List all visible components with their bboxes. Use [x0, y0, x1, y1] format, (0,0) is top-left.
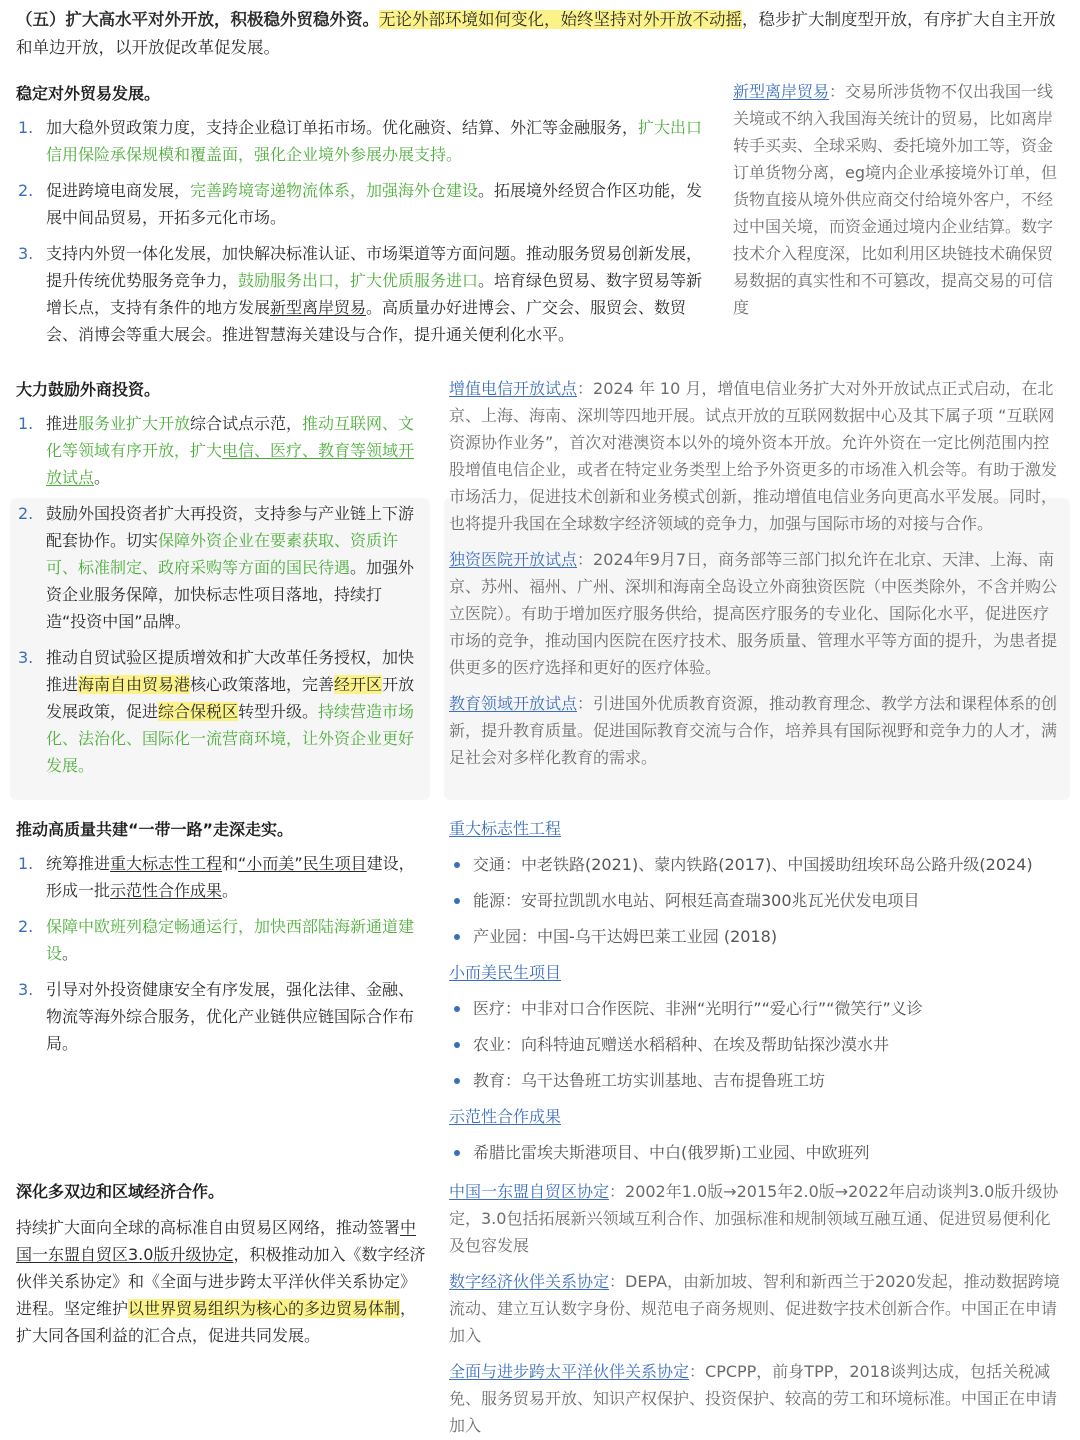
- list-foreign-trade: [16, 114, 712, 357]
- group-title-major-projects[interactable]: 重大标志性工程: [449, 819, 562, 838]
- title-rest: ，稳步扩大制度型开放，有序扩大自主开放和单边开放，以开放促改革促发展。: [16, 10, 1056, 57]
- list-item: 农业：向科特迪瓦赠送水稻稻种、在埃及帮助钻探沙漠水井: [449, 1031, 1063, 1058]
- list-item: 3. 引导对外投资健康安全有序发展，强化法律、金融、物流等海外综合服务，优化产业链供应链国际合作布局。: [18, 980, 415, 1053]
- group-list-demo-results: [449, 1139, 1063, 1166]
- note-asean-fta: 中国一东盟自贸区协定：2002年1.0版→2015年2.0版→2022年启动谈判3.0版升级协定，3.0包括拓展新兴领域互利合作、加强标准和规制领域互融互通、促进贸易便利化及包容发展: [449, 1182, 1059, 1255]
- group-title-demo-results[interactable]: 示范性合作成果: [449, 1107, 562, 1126]
- heading-foreign-trade: 稳定对外贸易发展。: [16, 84, 161, 103]
- group-list-major-projects: [449, 851, 1063, 950]
- heading-belt-road: 推动高质量共建“一带一路”走深走实。: [16, 820, 294, 839]
- belt-road-project-groups: [449, 815, 1063, 1175]
- note-link[interactable]: 新型离岸贸易: [733, 82, 830, 101]
- list-belt-road: [16, 850, 422, 1066]
- list-item: 3. 支持内外贸一体化发展，加快解决标准认证、市场渠道等方面问题。推动服务贸易创新发展，提升传统优势服务竞争力，鼓励服务出口，扩大优质服务进口。培育绿色贸易、数字贸易等新增长点，支持有条件的地方发展新型离岸贸易。高质量办好进博会、广交会、服贸会、数贸会、消博会等重大展会。推进智慧海关建设与合作，提升通关便利化水平。: [18, 244, 703, 344]
- list-item: 能源：安哥拉凯凯水电站、阿根廷高查瑞300兆瓦光伏发电项目: [449, 887, 1063, 914]
- list-foreign-investment-1: [16, 410, 422, 500]
- list-item: 1. 加大稳外贸政策力度，支持企业稳订单拓市场。优化融资、结算、外汇等金融服务，扩大出口信用保险承保规模和覆盖面，强化企业境外参展办展支持。: [18, 118, 703, 164]
- heading-foreign-investment: 大力鼓励外商投资。: [16, 380, 161, 399]
- list-foreign-investment-2: [16, 500, 422, 788]
- section-title: （五）扩大高水平对外开放，积极稳外贸稳外资。: [16, 10, 379, 29]
- paragraph-regional-cooperation: 持续扩大面向全球的高标准自由贸易区网络，推动签署中国一东盟自贸区3.0版升级协定，积极推动加入《数字经济伙伴关系协定》和《全面与进步跨太平洋伙伴关系协定》进程。坚定维护以世界贸易组织为核心的多边贸易体制，扩大同各国利益的汇合点，促进共同发展。: [16, 1218, 426, 1345]
- section-title-paragraph: [16, 6, 1068, 62]
- note-depa: 数字经济伙伴关系协定：DEPA，由新加坡、智利和新西兰于2020发起，推动数据跨境流动、建立互认数字身份、规范电子商务规则、促进数字技术创新合作。中国正在申请加入: [449, 1272, 1060, 1345]
- note-education: 教育领域开放试点：引进国外优质教育资源，推动教育理念、教学方法和课程体系的创新，提升教育质量。促进国际教育交流与合作，培养具有国际视野和竞争力的人才，满足社会对多样化教育的需求。: [449, 694, 1058, 767]
- list-item: 医疗：中非对口合作医院、非洲“光明行”“爱心行”“微笑行”义诊: [449, 995, 1063, 1022]
- list-item: 1. 推进服务业扩大开放综合试点示范，推动互联网、文化等领域有序开放，扩大电信、医疗、教育等领域开放试点。: [18, 414, 415, 487]
- highlight-text: 无论外部环境如何变化，始终坚持对外开放不动摇: [379, 10, 742, 29]
- list-item: 2. 促进跨境电商发展，完善跨境寄递物流体系，加强海外仓建设。拓展境外经贸合作区功能，发展中间品贸易，开拓多元化市场。: [18, 181, 703, 227]
- list-item: 产业园：中国-乌干达姆巴莱工业园 (2018): [449, 923, 1063, 950]
- group-title-livelihood-projects[interactable]: 小而美民生项目: [449, 963, 562, 982]
- list-item: 交通：中老铁路(2021)、蒙内铁路(2017)、中国援助纽埃环岛公路升级(2024): [449, 851, 1063, 878]
- list-item: 2. 保障中欧班列稳定畅通运行，加快西部陆海新通道建设。: [18, 917, 415, 963]
- note-telecom: 增值电信开放试点：2024 年 10 月，增值电信业务扩大对外开放试点正式启动，在北京、上海、海南、深圳等四地开展。试点开放的互联网数据中心及其下属子项 “互联网资源协作业务”，首次对港澳资本以外的境外资本开放。允许外资在一定比例范围内控股增值电信企业，或者在特定业务类型上给予外资更多的市场准入机会等。有助于激发市场活力，促进技术创新和业务模式创新，推动增值电信业务向更高水平发展。同时，也将提升我国在全球数字经济领域的竞争力，加强与国际市场的对接与合作。: [449, 379, 1058, 533]
- list-item: 1. 统筹推进重大标志性工程和“小而美”民生项目建设，形成一批示范性合作成果。: [18, 854, 415, 900]
- heading-regional-cooperation: 深化多双边和区域经济合作。: [16, 1182, 225, 1201]
- notes-foreign-investment: [449, 375, 1063, 771]
- notes-regional-cooperation: [449, 1178, 1063, 1439]
- list-item: 教育：乌干达鲁班工坊实训基地、吉布提鲁班工坊: [449, 1067, 1063, 1094]
- note-hospital: 独资医院开放试点：2024年9月7日，商务部等三部门拟允许在北京、天津、上海、南京、苏州、福州、广州、深圳和海南全岛设立外商独资医院（中医类除外，不含并购公立医院）。有助于增加医疗服务供给，提高医疗服务的专业化、国际化水平，促进医疗市场的竞争，推动国内医院在医疗技术、服务质量、管理水平等方面的提升，为患者提供更多的医疗选择和更好的医疗体验。: [449, 550, 1058, 677]
- list-item: 2. 鼓励外国投资者扩大再投资，支持参与产业链上下游配套协作。切实保障外资企业在要素获取、资质许可、标准制定、政府采购等方面的国民待遇。加强外资企业服务保障，加快标志性项目落地，持续打造“投资中国”品牌。: [18, 504, 415, 631]
- note-offshore-trade: 新型离岸贸易：交易所涉货物不仅出我国一线关境或不纳入我国海关统计的贸易，比如离岸转手买卖、全球采购、委托境外加工等，资金订单货物分离，eg境内企业承接境外订单，但货物直接从境外供应商交付给境外客户，不经过中国关境，而资金通过境内企业结算。数字技术介入程度深，比如利用区块链技术确保贸易数据的真实性和不可篡改，提高交易的可信度: [733, 82, 1058, 317]
- note-cptpp: 全面与进步跨太平洋伙伴关系协定：CPCPP，前身TPP，2018谈判达成，包括关税减免、服务贸易开放、知识产权保护、投资保护、较高的劳工和环境标准。中国正在申请加入: [449, 1362, 1058, 1435]
- list-item: 希腊比雷埃夫斯港项目、中白(俄罗斯)工业园、中欧班列: [449, 1139, 1063, 1166]
- group-list-livelihood-projects: [449, 995, 1063, 1094]
- list-item: 3. 推动自贸试验区提质增效和扩大改革任务授权，加快推进海南自由贸易港核心政策落地，完善经开区开放发展政策，促进综合保税区转型升级。持续营造市场化、法治化、国际化一流营商环境，让外资企业更好发展。: [18, 648, 415, 775]
